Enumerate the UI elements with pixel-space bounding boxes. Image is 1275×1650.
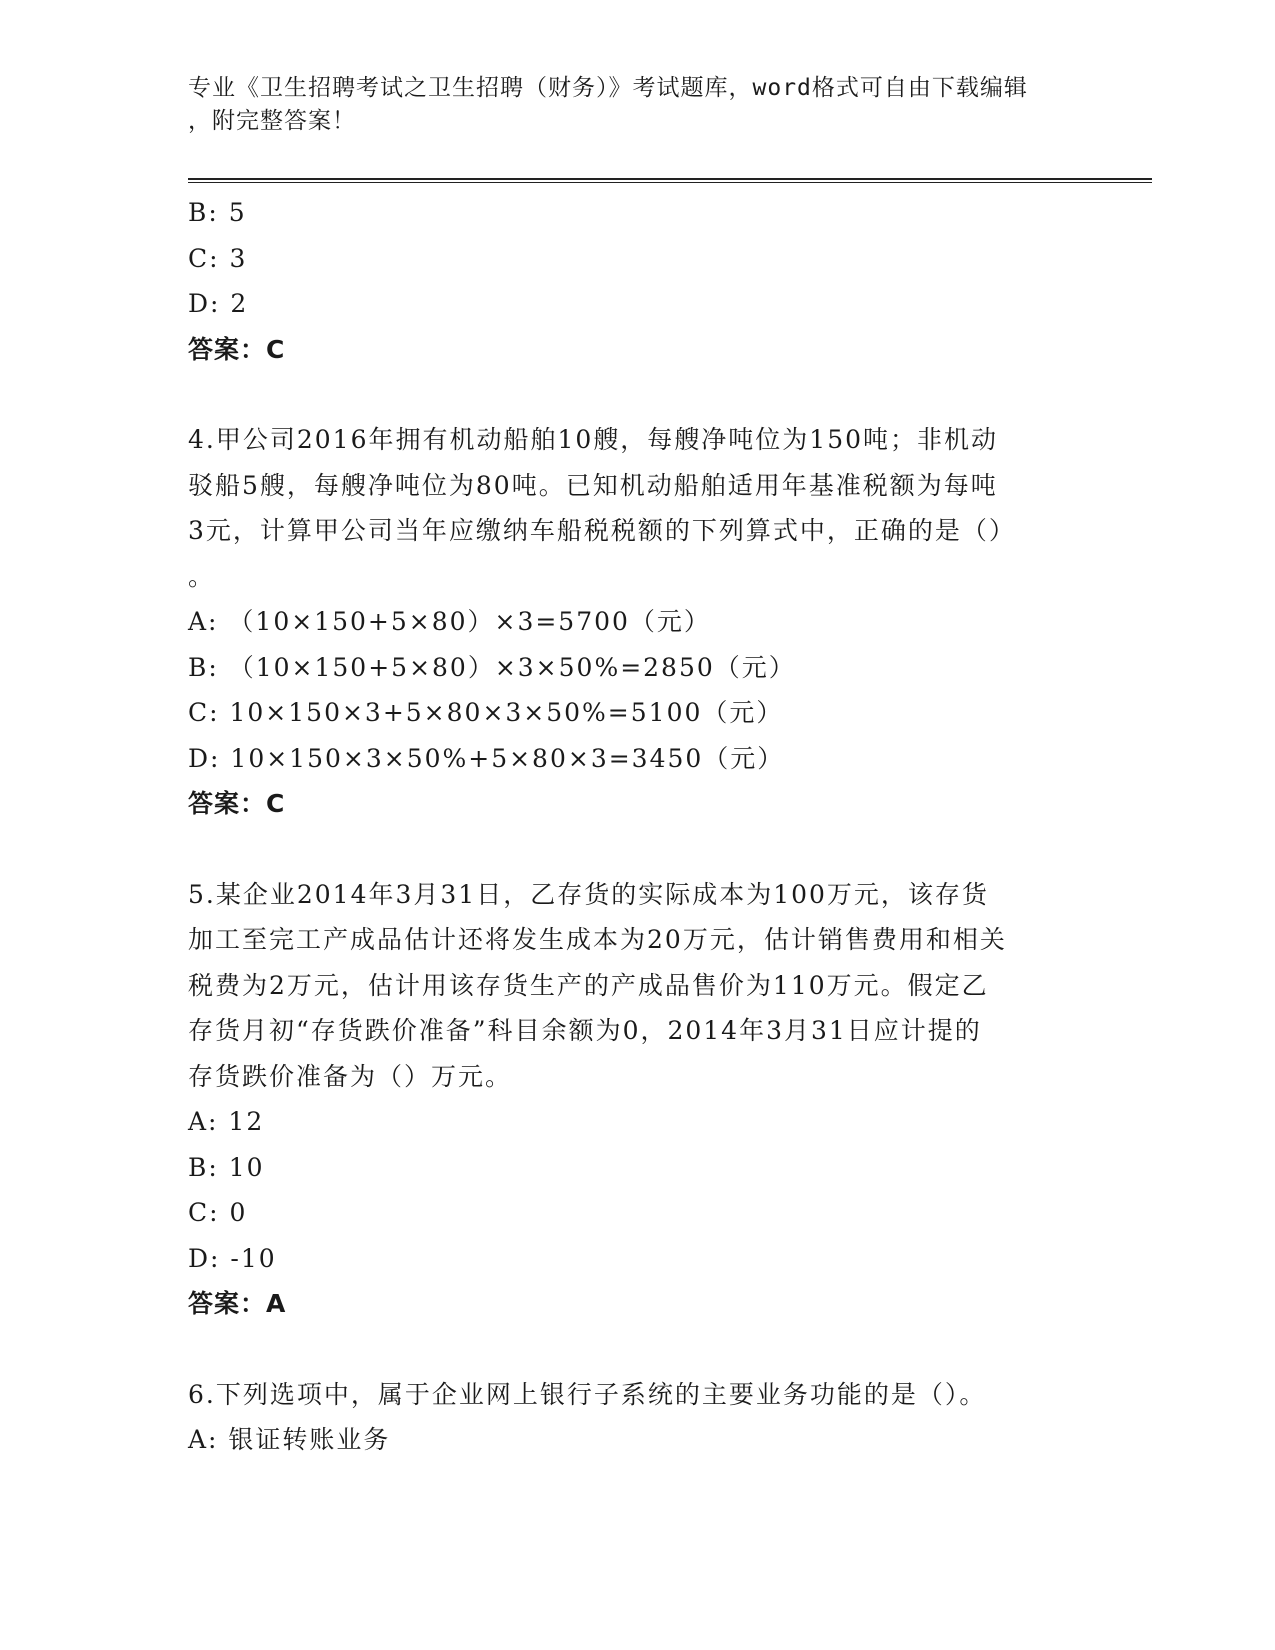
q4-stem-line: 3元，计算甲公司当年应缴纳车船税税额的下列算式中，正确的是（） [188, 516, 1016, 545]
q5-answer: 答案：A [188, 1289, 287, 1318]
document-header [188, 72, 1088, 138]
q4-answer: 答案：C [188, 789, 286, 818]
q4-option-d: D: 10×150×3×50%+5×80×3=3450（元） [188, 743, 785, 773]
q3-option-d: D: 2 [188, 289, 249, 318]
q4-stem-line: 驳船5艘，每艘净吨位为80吨。已知机动船舶适用年基准税额为每吨 [188, 470, 998, 500]
question-3 [188, 190, 1088, 372]
header-divider-thin [188, 182, 1152, 183]
q5-stem-line: 5.某企业2014年3月31日，乙存货的实际成本为100万元，该存货 [188, 879, 989, 909]
question-content [188, 190, 1088, 1463]
q4-option-c: C: 10×150×3+5×80×3×50%=5100（元） [188, 698, 784, 727]
q4-stem-line: 。 [188, 561, 216, 591]
question-4 [188, 417, 1088, 827]
q3-option-b: B: 5 [188, 198, 247, 227]
q6-option-a: A: 银证转账业务 [188, 1425, 391, 1454]
header-line-2: ，附完整答案！ [188, 108, 356, 134]
question-5 [188, 872, 1088, 1327]
question-6 [188, 1372, 1088, 1463]
q4-option-a: A: （10×150+5×80）×3=5700（元） [188, 607, 711, 636]
q5-stem-line: 税费为2万元，估计用该存货生产的产成品售价为110万元。假定乙 [188, 970, 989, 1000]
header-divider [188, 178, 1152, 180]
q3-answer: 答案：C [188, 334, 286, 364]
q5-stem-line: 存货跌价准备为（）万元。 [188, 1061, 513, 1091]
q5-option-c: C: 0 [188, 1198, 248, 1227]
header-line-1: 专业《卫生招聘考试之卫生招聘（财务）》考试题库，word格式可自由下载编辑 [188, 75, 1028, 101]
q5-stem-line: 加工至完工产成品估计还将发生成本为20万元，估计销售费用和相关 [188, 925, 1007, 954]
q5-option-d: D: -10 [188, 1243, 277, 1273]
q5-option-a: A: 12 [188, 1107, 265, 1136]
q4-option-b: B: （10×150+5×80）×3×50%=2850（元） [188, 652, 796, 682]
q4-stem-line: 4.甲公司2016年拥有机动船舶10艘，每艘净吨位为150吨；非机动 [188, 425, 999, 454]
q6-stem-line: 6.下列选项中，属于企业网上银行子系统的主要业务功能的是（）。 [188, 1379, 987, 1409]
q5-stem-line: 存货月初“存货跌价准备”科目余额为0，2014年3月31日应计提的 [188, 1016, 982, 1045]
q5-option-b: B: 10 [188, 1152, 265, 1182]
q3-option-c: C: 3 [188, 243, 248, 273]
